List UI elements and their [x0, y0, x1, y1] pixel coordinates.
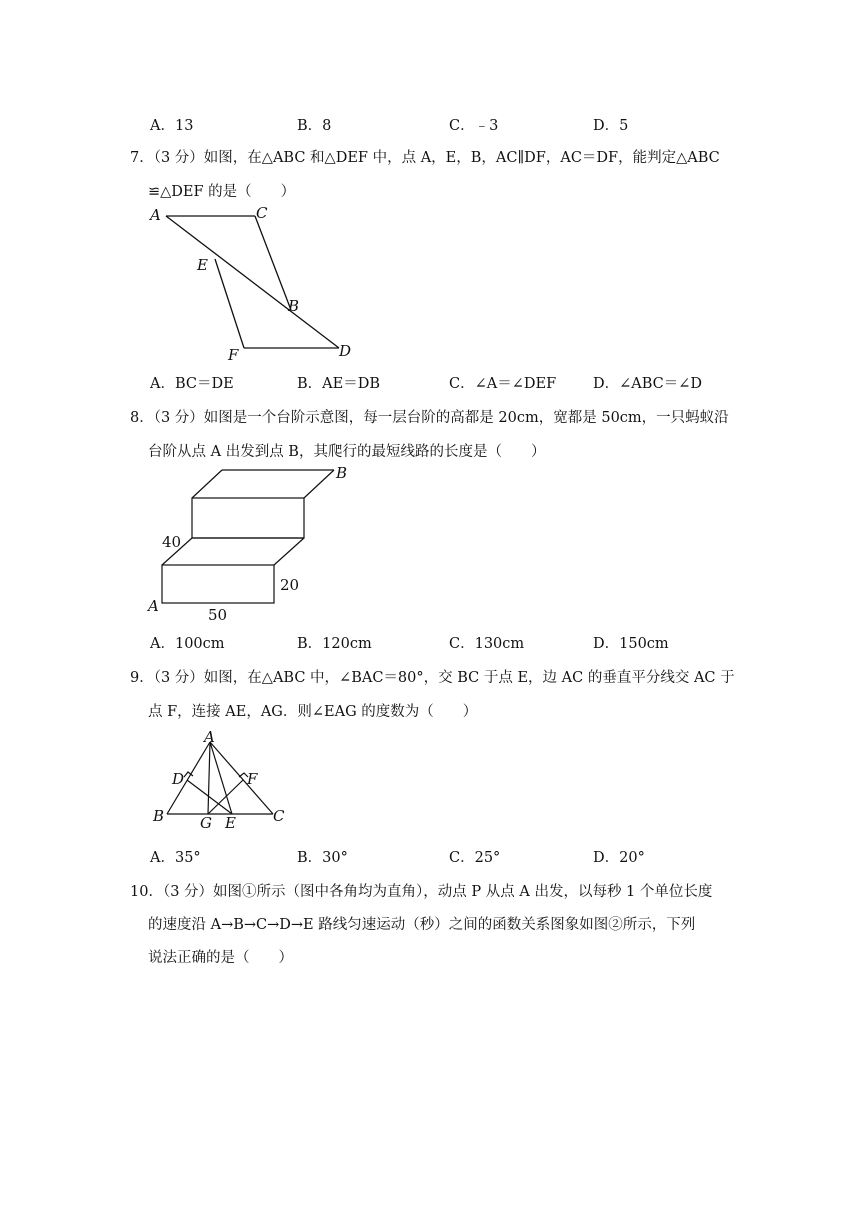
q9-option-c: C．25°: [449, 850, 501, 866]
q9-option-b: B．30°: [297, 850, 348, 866]
q7-text-line1: 7．（3 分）如图，在△ABC 和△DEF 中，点 A，E，B，AC∥DF，AC＝DF，能判定△ABC: [130, 150, 720, 166]
q9-text-line1: 9．（3 分）如图，在△ABC 中，∠BAC＝80°，交 BC 于点 E，边 AC 的垂直平分线交 AC 于: [130, 670, 735, 686]
q9-option-d: D．20°: [593, 850, 645, 866]
q7-label-d: D: [339, 342, 352, 360]
q7-option-d: D．∠ABC＝∠D: [593, 376, 703, 392]
q9-label-b: B: [153, 807, 165, 825]
q9-text-line2: 点 F，连接 AE，AG．则∠EAG 的度数为（ ）: [148, 704, 478, 720]
q10-text-line2: 的速度沿 A→B→C→D→E 路线匀速运动（秒）之间的函数关系图象如图②所示，下列: [148, 917, 696, 933]
q9-option-a: A．35°: [150, 850, 201, 866]
q10-text-line1: 10．（3 分）如图①所示（图中各角均为直角），动点 P 从点 A 出发，以每秒 1 个单位长度: [130, 884, 713, 900]
q6-option-d: D．5: [593, 118, 629, 134]
q7-option-a: A．BC＝DE: [150, 376, 234, 392]
q7-label-c: C: [256, 204, 268, 222]
q8-label-a: A: [148, 597, 159, 615]
q9-label-e: E: [225, 814, 236, 832]
q7-text-line2: ≌△DEF 的是（ ）: [148, 184, 296, 200]
q9-figure: [145, 728, 295, 833]
q8-text-line2: 台阶从点 A 出发到点 B，其爬行的最短线路的长度是（ ）: [148, 444, 546, 460]
q8-option-d: D．150cm: [593, 636, 669, 652]
q8-label-b: B: [336, 464, 348, 482]
q8-text-line1: 8．（3 分）如图是一个台阶示意图，每一层台阶的高都是 20cm，宽都是 50cm，一只蚂蚁沿: [130, 410, 729, 426]
q9-label-c: C: [273, 807, 285, 825]
q7-option-c: C．∠A＝∠DEF: [449, 376, 557, 392]
q7-label-e: E: [197, 256, 208, 274]
q9-label-a: A: [204, 728, 215, 746]
q8-option-c: C．130cm: [449, 636, 525, 652]
q7-label-a: A: [150, 206, 161, 224]
q8-label-40: 40: [162, 533, 182, 551]
q6-option-c: C．﹣3: [449, 118, 499, 134]
q7-option-b: B．AE＝DB: [297, 376, 380, 392]
q8-figure: [140, 460, 370, 630]
q8-option-b: B．120cm: [297, 636, 372, 652]
q6-option-b: B．8: [297, 118, 332, 134]
q10-text-line3: 说法正确的是（ ）: [148, 950, 293, 966]
q9-label-f: F: [247, 770, 258, 788]
q7-label-f: F: [228, 346, 239, 364]
q9-label-d: D: [172, 770, 185, 788]
q8-option-a: A．100cm: [150, 636, 225, 652]
q8-label-50: 50: [208, 606, 228, 624]
q6-option-a: A．13: [150, 118, 194, 134]
q9-label-g: G: [200, 814, 212, 832]
q7-figure: [145, 200, 365, 370]
q7-label-b: B: [288, 297, 300, 315]
q8-label-20: 20: [280, 576, 300, 594]
